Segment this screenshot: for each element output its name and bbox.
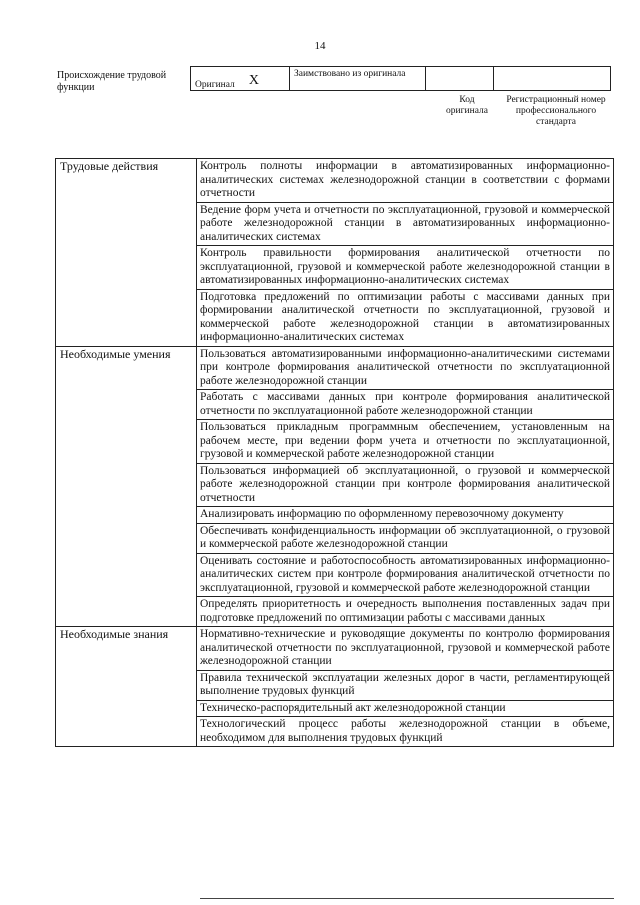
bottom-rule bbox=[200, 898, 614, 899]
section-title-spacer bbox=[56, 246, 197, 290]
section-title-spacer bbox=[56, 289, 197, 346]
section-item: Определять приоритетность и очередность выполнения поставленных задач при подготовке предложений по оптимизации работы с массивами данных bbox=[197, 597, 614, 627]
table-row bbox=[56, 553, 614, 597]
table-row bbox=[56, 246, 614, 290]
table-row bbox=[56, 670, 614, 700]
reg-number-caption: Регистрационный номер профессионального стандарта bbox=[506, 95, 606, 127]
reg-number-cell bbox=[494, 67, 611, 91]
section-item: Анализировать информацию по оформленному перевозочному документу bbox=[197, 507, 614, 524]
section-title-spacer bbox=[56, 390, 197, 420]
section-title-spacer bbox=[56, 670, 197, 700]
original-label: Оригинал bbox=[195, 80, 235, 90]
section-title-spacer bbox=[56, 523, 197, 553]
table-row bbox=[56, 289, 614, 346]
section-title-spacer bbox=[56, 507, 197, 524]
section-title-spacer bbox=[56, 553, 197, 597]
section-title: Необходимые умения bbox=[56, 346, 197, 390]
section-item: Правила технической эксплуатации железных дорог в части, регламентирующей выполнение трудовых функций bbox=[197, 670, 614, 700]
section-item: Пользоваться прикладным программным обеспечением, установленным на рабочем месте, при ведении форм учета и отчетности по эксплуатационной, грузовой и коммерческой работе железнодорожной станции bbox=[197, 420, 614, 464]
section-title: Трудовые действия bbox=[56, 159, 197, 203]
table-row bbox=[56, 346, 614, 390]
origin-table bbox=[190, 66, 611, 91]
section-item: Контроль полноты информации в автоматизированных информационно-аналитических системах железнодорожной станции в соответствии с формами отчетности bbox=[197, 159, 614, 203]
section-title-spacer bbox=[56, 597, 197, 627]
section-item: Технологический процесс работы железнодорожной станции в объеме, необходимом для выполнения трудовых функций bbox=[197, 717, 614, 747]
section-title-spacer bbox=[56, 463, 197, 507]
code-cell bbox=[426, 67, 494, 91]
section-item: Пользоваться информацией об эксплуатационной, о грузовой и коммерческой работе железнодорожной станции при контроле формирования аналитической отчетности bbox=[197, 463, 614, 507]
table-row bbox=[56, 700, 614, 717]
section-item: Обеспечивать конфиденциальность информации об эксплуатационной, о грузовой и коммерческой работе железнодорожной станции bbox=[197, 523, 614, 553]
section-title-spacer bbox=[56, 700, 197, 717]
origin-label: Происхождение трудовой функции bbox=[57, 70, 167, 93]
original-mark: X bbox=[248, 73, 259, 88]
functions-table bbox=[55, 158, 614, 747]
table-row bbox=[56, 523, 614, 553]
section-title: Необходимые знания bbox=[56, 627, 197, 671]
table-row bbox=[56, 627, 614, 671]
table-row bbox=[56, 159, 614, 203]
section-item: Ведение форм учета и отчетности по эксплуатационной, грузовой и коммерческой работе железнодорожной станции в автоматизированных информационно-аналитических системах bbox=[197, 202, 614, 246]
table-row bbox=[56, 202, 614, 246]
original-cell bbox=[191, 67, 290, 91]
section-title-spacer bbox=[56, 202, 197, 246]
table-row bbox=[56, 463, 614, 507]
table-row bbox=[56, 717, 614, 747]
section-item: Нормативно-технические и руководящие документы по контролю формирования аналитической отчетности по эксплуатационной, грузовой и коммерческой работе железнодорожной станции bbox=[197, 627, 614, 671]
table-row bbox=[56, 420, 614, 464]
section-item: Оценивать состояние и работоспособность автоматизированных информационно-аналитических систем при контроле формирования аналитической отчетности по эксплуатационной, грузовой и коммерческой работе железнодорожной станции bbox=[197, 553, 614, 597]
section-item: Работать с массивами данных при контроле формирования аналитической отчетности по эксплуатационной работе железнодорожной станции bbox=[197, 390, 614, 420]
section-item: Контроль правильности формирования аналитической отчетности по эксплуатационной, грузовой и коммерческой работе железнодорожной станции в автоматизированных информационно-аналитических системах bbox=[197, 246, 614, 290]
table-row bbox=[56, 507, 614, 524]
table-row bbox=[56, 390, 614, 420]
page-number: 14 bbox=[314, 40, 326, 52]
section-item: Пользоваться автоматизированными информационно-аналитическими системами при контроле формирования аналитической отчетности по эксплуатационной работе железнодорожной станции bbox=[197, 346, 614, 390]
section-item: Подготовка предложений по оптимизации работы с массивами данных при формировании аналитической отчетности по эксплуатационной, грузовой и коммерческой работе железнодорожной станции в автоматизированных информационно-аналитических системах bbox=[197, 289, 614, 346]
section-title-spacer bbox=[56, 717, 197, 747]
section-item: Техническо-распорядительный акт железнодорожной станции bbox=[197, 700, 614, 717]
section-title-spacer bbox=[56, 420, 197, 464]
borrowed-label: Заимствовано из оригинала bbox=[290, 67, 426, 91]
code-caption: Код оригинала bbox=[446, 95, 488, 116]
table-row bbox=[56, 597, 614, 627]
